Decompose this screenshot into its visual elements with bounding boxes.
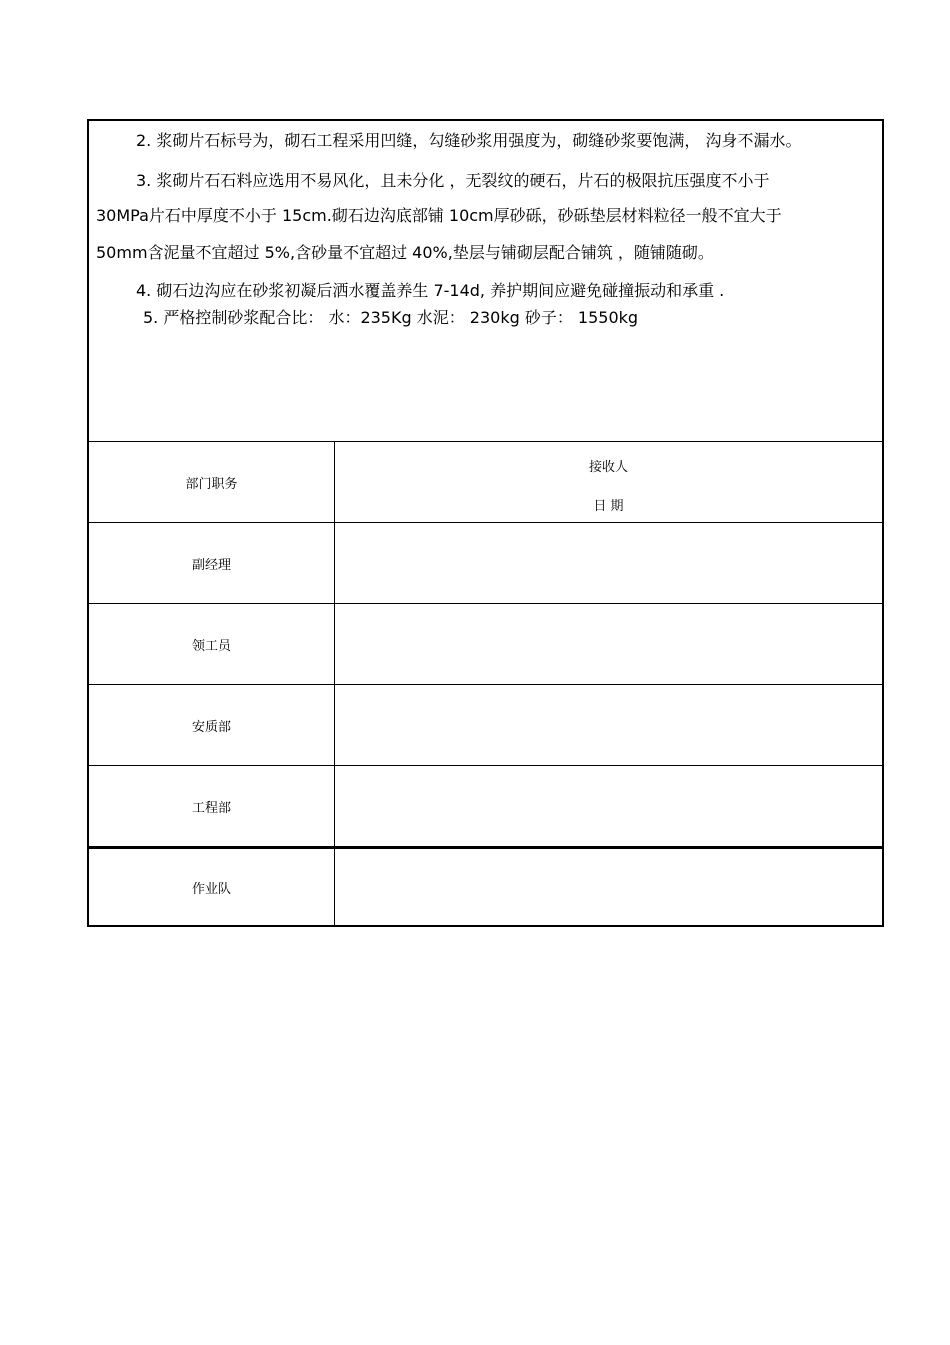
note-line-2: 2. 浆砌片石标号为，砌石工程采用凹缝，勾缝砂浆用强度为，砌缝砂浆要饱满， 沟身不漏水。 bbox=[136, 131, 802, 150]
signature-cell[interactable] bbox=[335, 523, 882, 603]
header-receiver-date bbox=[335, 442, 882, 522]
row-label-deputy-manager: 副经理 bbox=[89, 523, 335, 603]
note-line-3-cont-a: 30MPa片石中厚度不小于 15cm.砌石边沟底部铺 10cm厚砂砾，砂砾垫层材料粒径一般不宜大于 bbox=[96, 206, 782, 225]
table-row bbox=[89, 604, 882, 685]
header-department: 部门职务 bbox=[89, 442, 335, 522]
note-line-4: 4. 砌石边沟应在砂浆初凝后洒水覆盖养生 7-14d, 养护期间应避免碰撞振动和承重 . bbox=[136, 281, 725, 300]
row-label-foreman: 领工员 bbox=[89, 604, 335, 684]
table-row bbox=[89, 766, 882, 847]
note-line-3-cont-b: 50mm含泥量不宜超过 5%,含砂量不宜超过 40%,垫层与铺砌层配合铺筑 ，随铺随砌。 bbox=[96, 243, 714, 262]
row-label-engineering: 工程部 bbox=[89, 766, 335, 846]
note-line-5: 5. 严格控制砂浆配合比： 水：235Kg 水泥： 230kg 砂子： 1550kg bbox=[143, 308, 639, 327]
header-receiver: 接收人 bbox=[588, 460, 628, 475]
table-row bbox=[89, 685, 882, 766]
row-label-safety-quality: 安质部 bbox=[89, 685, 335, 765]
signature-cell[interactable] bbox=[335, 766, 882, 846]
table-row bbox=[89, 847, 882, 926]
row-label-work-team: 作业队 bbox=[89, 849, 335, 926]
signature-cell[interactable] bbox=[335, 604, 882, 684]
header-date: 日 期 bbox=[593, 499, 624, 514]
signature-cell[interactable] bbox=[335, 849, 882, 926]
notes-section bbox=[89, 121, 882, 442]
table-header-row bbox=[89, 442, 882, 523]
note-line-3: 3. 浆砌片石石料应选用不易风化，且未分化 ，无裂纹的硬石，片石的极限抗压强度不小于 bbox=[136, 171, 770, 190]
table-row bbox=[89, 523, 882, 604]
handover-form bbox=[87, 119, 884, 927]
signature-cell[interactable] bbox=[335, 685, 882, 765]
